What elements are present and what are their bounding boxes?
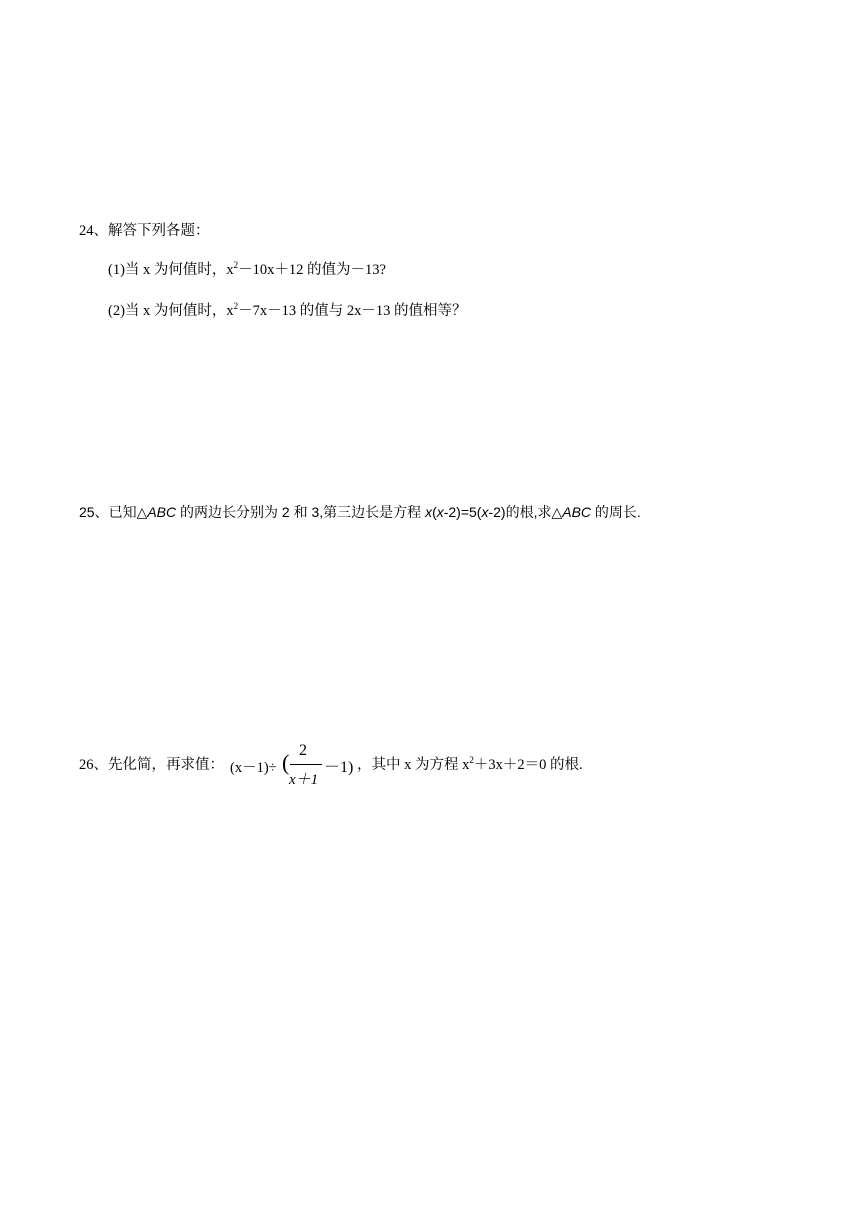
q25-var-x-3: x [481,504,489,520]
q24-part2-exponent: 2 [233,301,239,311]
q25-triangle-name-2: ABC [562,504,592,520]
q25-text-2: 的两边长分别为 2 和 3,第三边长是方程 [176,504,426,520]
q25-text-1: 25、已知△ [79,504,148,520]
q25-text-6: 的周长. [591,504,641,520]
q24-part1-exponent: 2 [233,260,239,270]
q25-text-4: -2)=5( [443,504,482,520]
q25-var-x-2: x [436,504,444,520]
q24-part2-suffix: －7x－13 的值与 2x－13 的值相等？ [238,303,467,319]
q25-text-3: ( [432,504,437,520]
q26-lead-text: 26、先化简，再求值： [79,757,224,773]
q26-fraction-denominator: x＋1 [289,772,319,788]
q25-var-x-1: x [425,504,433,520]
question-26-lead [79,756,224,774]
q25-triangle-name: ABC [147,504,177,520]
q25-text-5: -2)的根,求△ [488,504,563,520]
q26-formula-tail: －1) [324,759,354,776]
question-25 [79,503,641,521]
q26-fraction-bar [290,764,322,765]
question-24-part-1 [108,261,386,279]
question-24-heading [79,222,210,240]
q24-part2-prefix: (2)当 x 为何值时，x [108,303,234,319]
q26-rest-suffix: ＋3x＋2＝0 的根. [473,757,583,773]
question-24-heading-text: 24、解答下列各题： [79,223,210,239]
q24-part1-prefix: (1)当 x 为何值时，x [108,262,234,278]
q26-fraction-numerator: 2 [299,742,307,759]
q26-formula [230,740,360,790]
q26-formula-lead: (x－1)÷ [230,760,277,776]
q26-formula-open-paren: ( [282,750,290,775]
q24-part1-suffix: －10x＋12 的值为－13? [238,262,386,278]
q26-rest-exponent: 2 [469,755,474,765]
q26-rest-prefix: ，其中 x 为方程 x [357,757,470,773]
question-24-part-2 [108,302,467,320]
q26-rest [357,756,583,774]
